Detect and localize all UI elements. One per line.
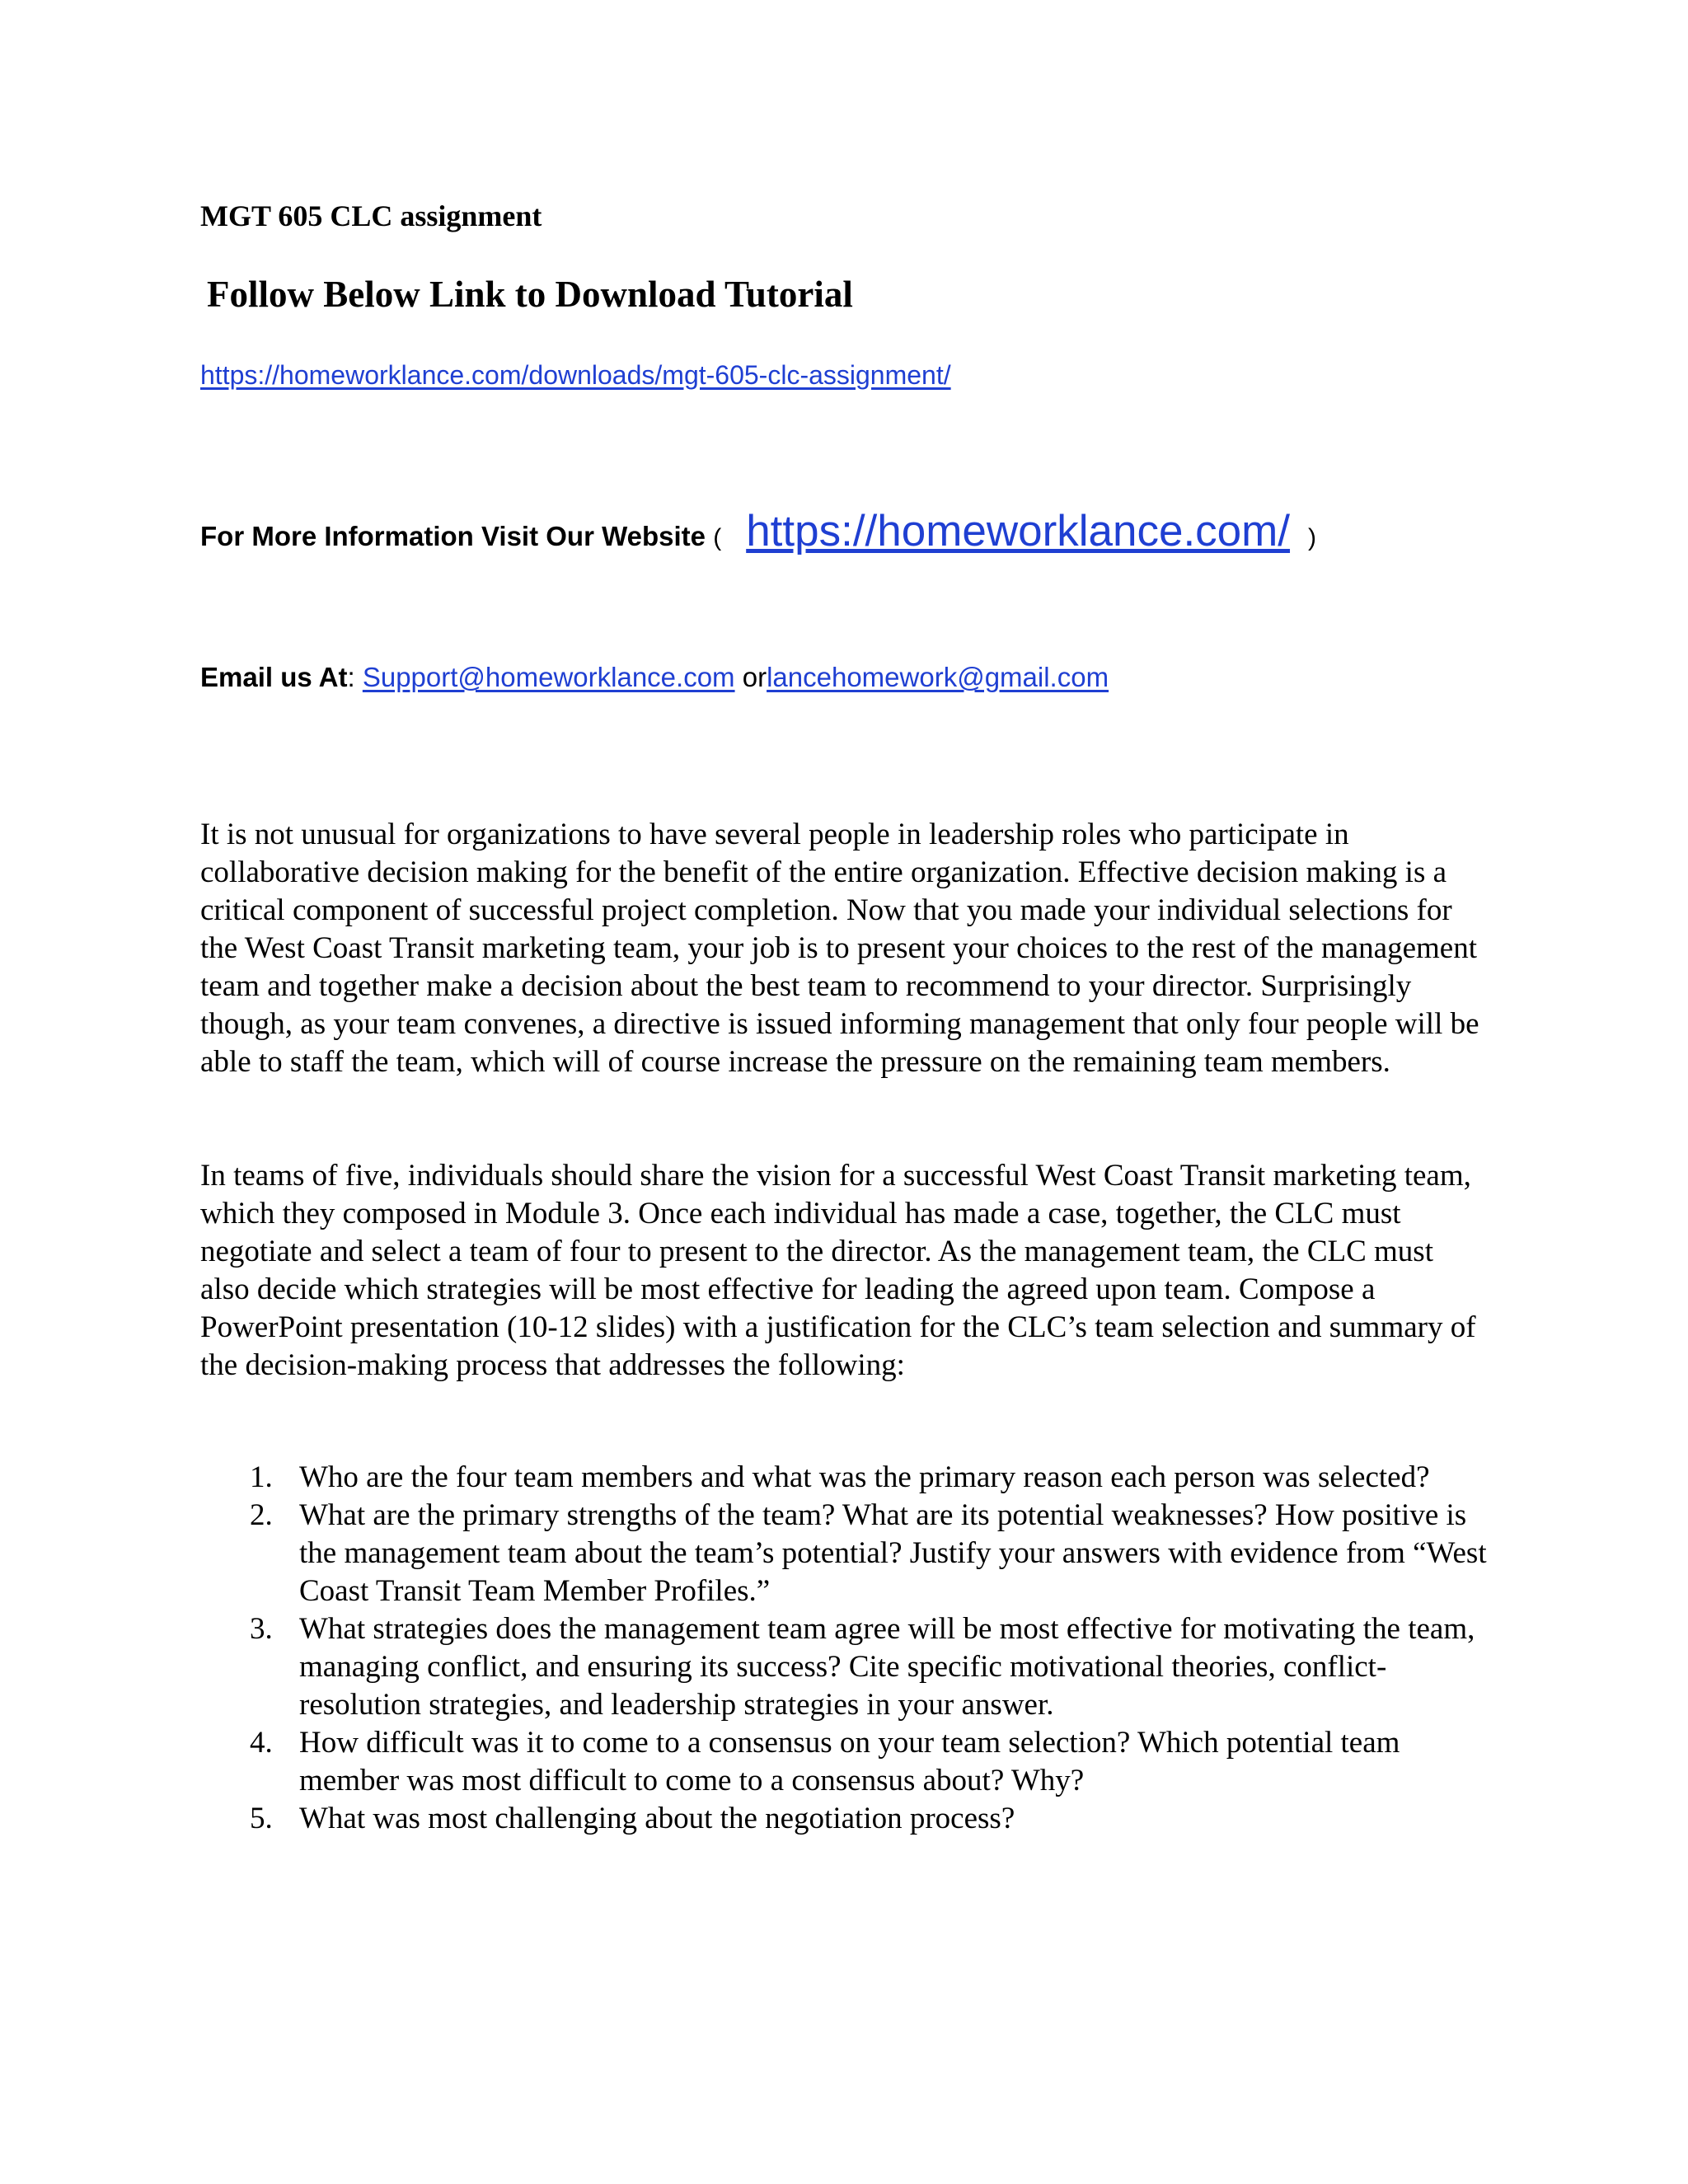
secondary-email-link[interactable]: lancehomework@gmail.com xyxy=(767,662,1109,692)
tutorial-download-link[interactable]: https://homeworklance.com/downloads/mgt-605-clc-assignment/ xyxy=(200,360,951,390)
document-title: MGT 605 CLC assignment xyxy=(200,199,542,232)
list-item xyxy=(200,1459,1503,1497)
list-item-number: 5. xyxy=(250,1802,273,1835)
website-close-paren: ) xyxy=(1308,524,1317,551)
email-label: Email us At xyxy=(200,662,348,692)
tutorial-heading: Follow Below Link to Download Tutorial xyxy=(207,274,853,315)
list-item xyxy=(200,1497,1503,1610)
email-line xyxy=(200,659,1109,696)
email-colon: : xyxy=(347,662,355,692)
list-item xyxy=(200,1610,1503,1724)
website-link[interactable]: https://homeworklance.com/ xyxy=(746,507,1291,555)
question-list xyxy=(200,1459,1503,1838)
list-item-number: 3. xyxy=(250,1612,273,1646)
list-item-number: 1. xyxy=(250,1460,273,1494)
list-item-text: How difficult was it to come to a consensus on your team selection? Which potential team member was most difficult to come to a consensus about? Why? xyxy=(299,1726,1400,1797)
intro-paragraph: It is not unusual for organizations to have several people in leadership roles who participate in collaborative decision making for the benefit of the entire organization. Effective decision making is a critical component of successful project completion. Now that you made your individual selections for the West Coast Transit marketing team, your job is to present your choices to the rest of the management team and together make a decision about the best team to recommend to your director. Surprisingly though, as your team convenes, a directive is issued informing management that only four people will be able to staff the team, which will of course increase the pressure on the remaining team members. xyxy=(200,818,1479,1079)
website-label: For More Information Visit Our Website xyxy=(200,521,706,551)
list-item xyxy=(200,1724,1503,1800)
list-item-text: Who are the four team members and what was the primary reason each person was selected? xyxy=(299,1460,1430,1494)
list-item-text: What was most challenging about the negotiation process? xyxy=(299,1802,1015,1835)
website-line xyxy=(200,503,1316,567)
website-open-paren: ( xyxy=(713,524,722,551)
email-separator: or xyxy=(742,662,767,692)
list-item-text: What strategies does the management team agree will be most effective for motivating the team, managing conflict, and ensuring its success? Cite specific motivational theories, conflict-resolution strategies, and leadership strategies in your answer. xyxy=(299,1612,1475,1722)
support-email-link[interactable]: Support@homeworklance.com xyxy=(362,662,735,692)
list-item-number: 4. xyxy=(250,1726,273,1760)
instructions-paragraph: In teams of five, individuals should share the vision for a successful West Coast Transit marketing team, which they composed in Module 3. Once each individual has made a case, together, the CLC must negotiate and select a team of four to present to the director. As the management team, the CLC must also decide which strategies will be most effective for leading the agreed upon team. Compose a PowerPoint presentation (10-12 slides) with a justification for the CLC’s team selection and summary of the decision-making process that addresses the following: xyxy=(200,1159,1476,1382)
list-item-text: What are the primary strengths of the team? What are its potential weaknesses? How positive is the management team about the team’s potential? Justify your answers with evidence from “West Coast Transit Team Member Profiles.” xyxy=(299,1498,1487,1608)
list-item xyxy=(200,1800,1503,1838)
list-item-number: 2. xyxy=(250,1498,273,1532)
